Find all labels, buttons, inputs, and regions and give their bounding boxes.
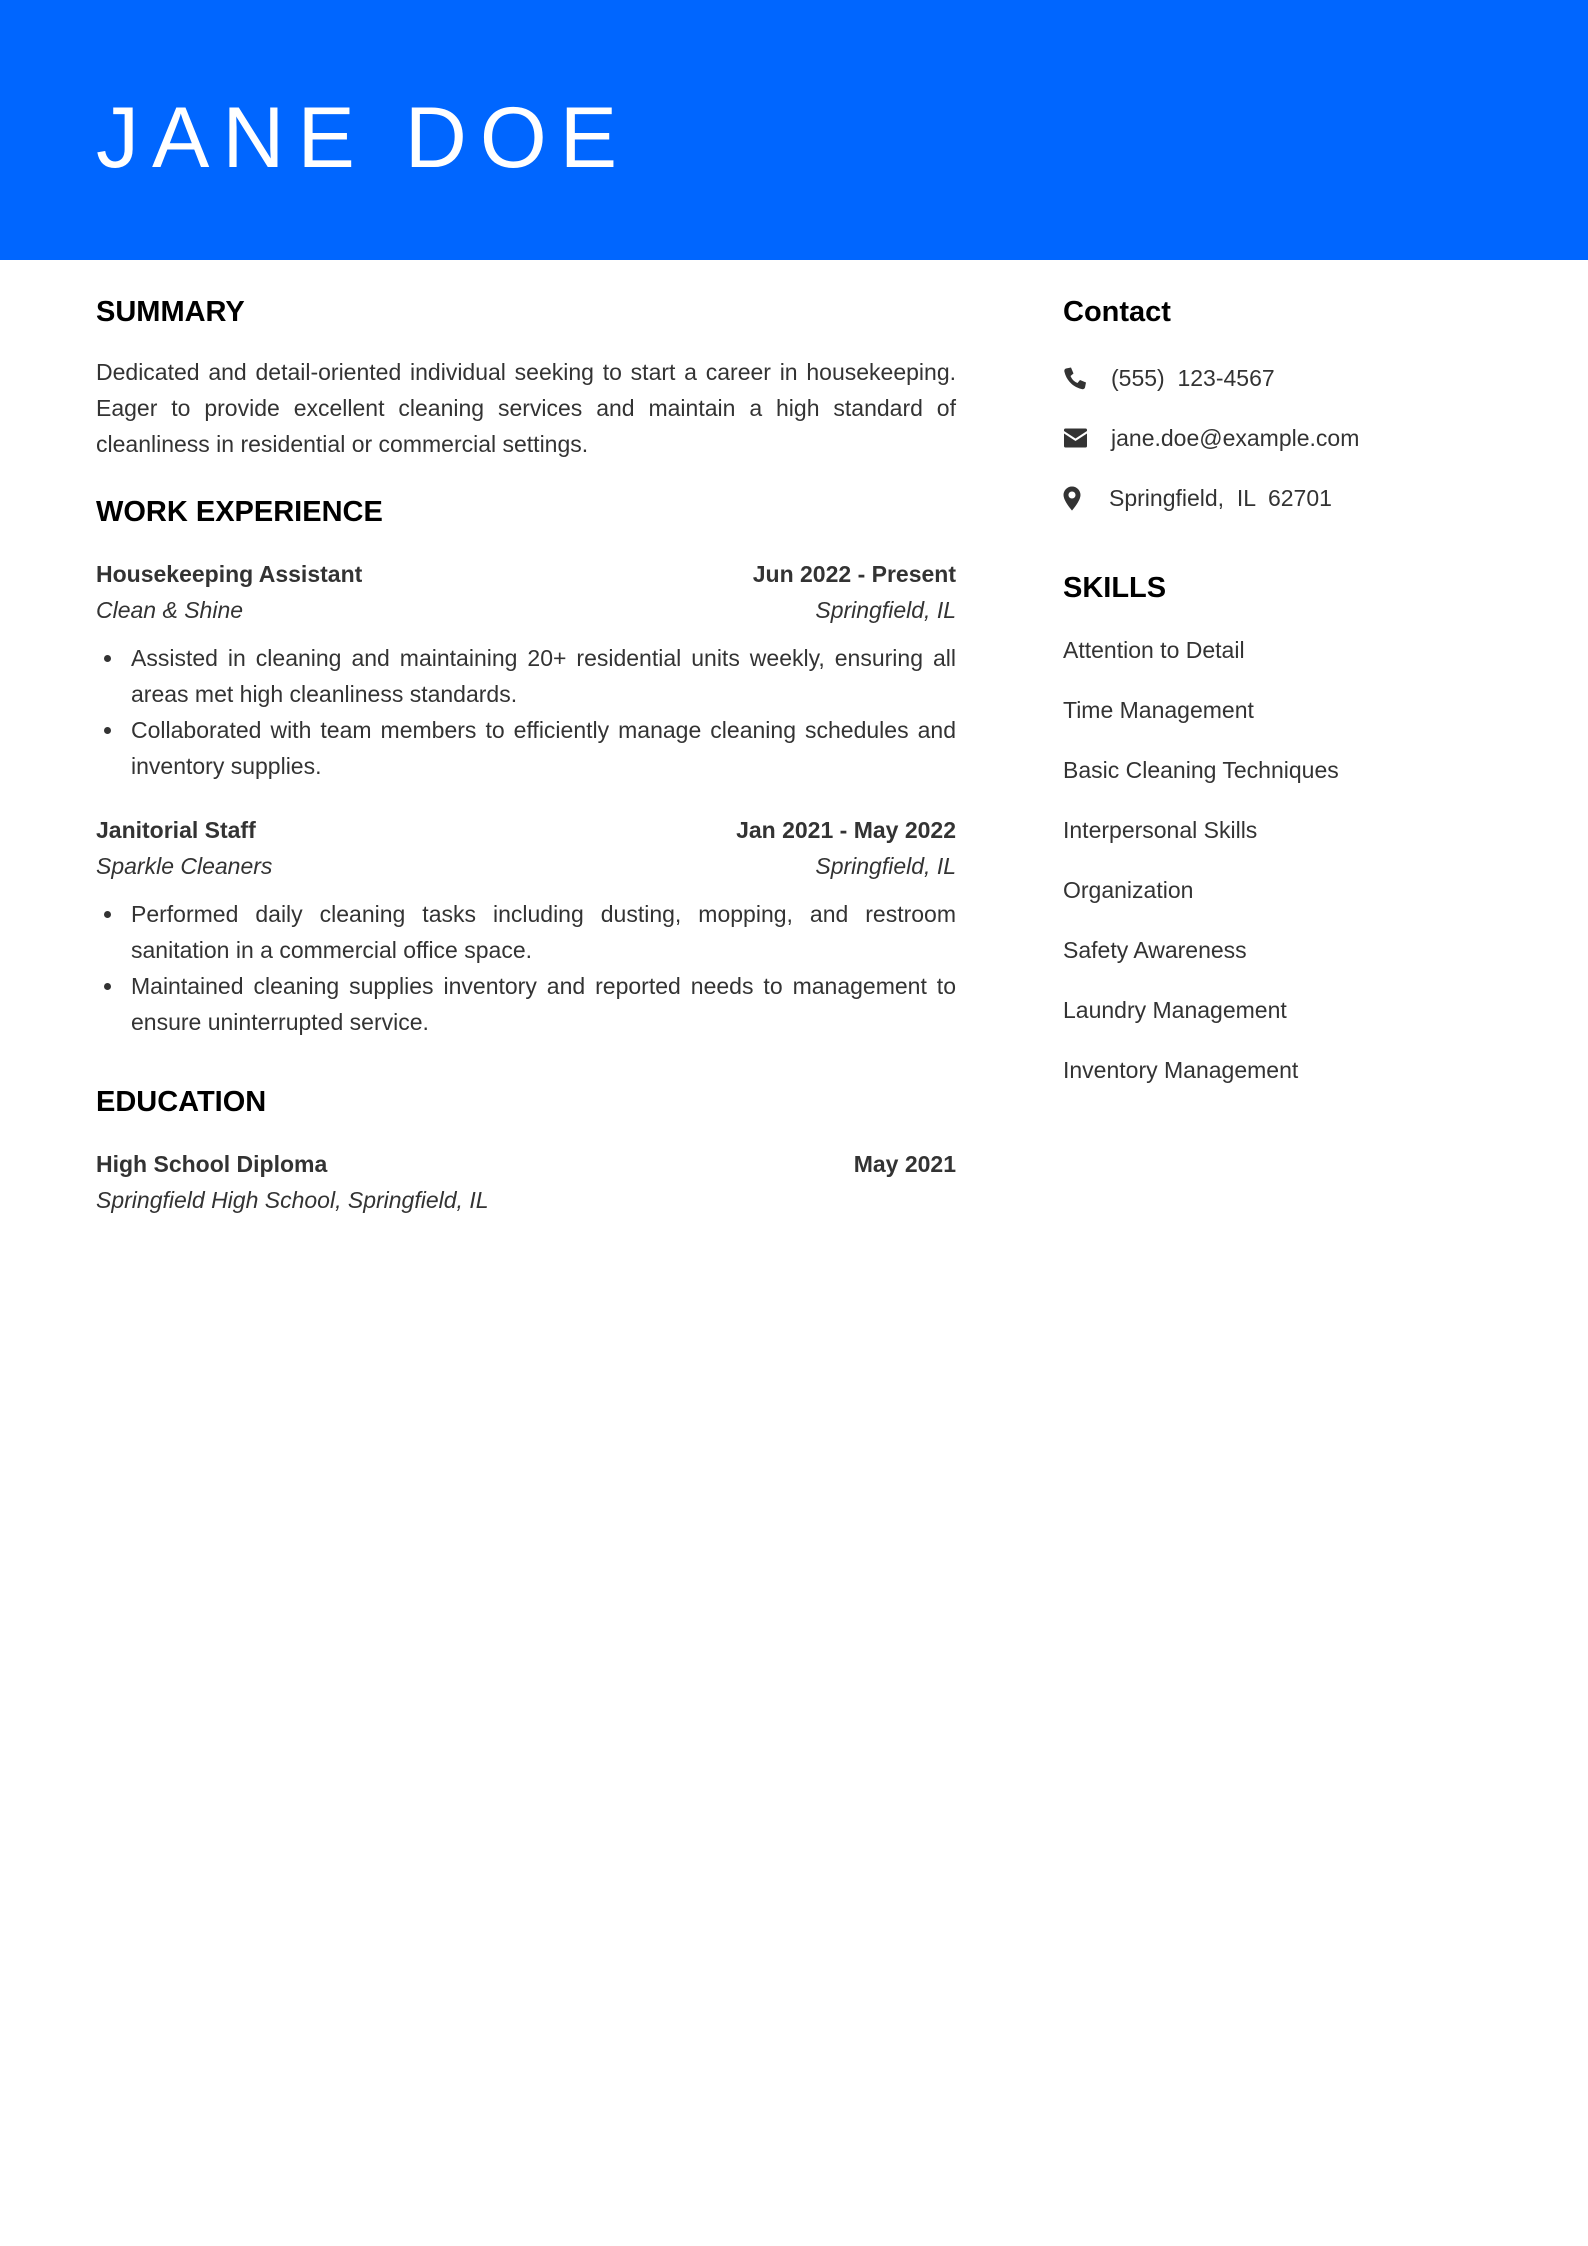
candidate-name: JANE DOE <box>96 90 631 186</box>
job-bullet-text: Performed daily cleaning tasks including dusting, mopping, and restroom sanitation in a commercial office space. <box>131 901 956 963</box>
bullet-dot-icon <box>104 983 111 990</box>
job-bullet-text: Assisted in cleaning and maintaining 20+ residential units weekly, ensuring all areas met high cleanliness standards. <box>131 645 956 707</box>
bullet-dot-icon <box>104 911 111 918</box>
job-bullets <box>96 896 956 1040</box>
contact-location-text: Springfield, IL 62701 <box>1109 484 1332 511</box>
job-bullet-text: Collaborated with team members to efficiently manage cleaning schedules and inventory supplies. <box>131 717 956 779</box>
sidebar-column <box>1063 290 1493 1112</box>
summary-section <box>96 290 956 462</box>
envelope-icon <box>1063 425 1089 451</box>
job-bullets <box>96 640 956 784</box>
bullet-dot-icon <box>104 727 111 734</box>
skill-list <box>1063 632 1493 1088</box>
header-band <box>0 0 1588 260</box>
summary-heading: SUMMARY <box>96 296 245 328</box>
phone-icon <box>1063 365 1089 391</box>
work-experience-section <box>96 490 956 1040</box>
contact-list <box>1063 360 1493 516</box>
job-location: Springfield, IL <box>815 597 956 623</box>
education-school: Springfield High School, Springfield, IL <box>96 1187 489 1213</box>
skill-item: Inventory Management <box>1063 1057 1299 1083</box>
main-column <box>96 290 956 1218</box>
contact-phone <box>1063 360 1493 396</box>
education-heading: EDUCATION <box>96 1086 267 1118</box>
job-dates: Jan 2021 - May 2022 <box>736 817 956 843</box>
skill-item: Basic Cleaning Techniques <box>1063 757 1339 783</box>
job-entry <box>96 556 956 784</box>
contact-email <box>1063 420 1493 456</box>
skill-item: Safety Awareness <box>1063 937 1247 963</box>
job-title: Janitorial Staff <box>96 817 256 843</box>
contact-location <box>1063 480 1493 516</box>
skill-item: Time Management <box>1063 697 1254 723</box>
skill-item: Attention to Detail <box>1063 637 1245 663</box>
map-pin-icon <box>1063 485 1089 511</box>
job-bullet <box>96 896 956 968</box>
skill-item: Laundry Management <box>1063 997 1287 1023</box>
work-experience-heading: WORK EXPERIENCE <box>96 496 383 528</box>
education-degree: High School Diploma <box>96 1151 328 1177</box>
skills-section <box>1063 566 1493 1088</box>
job-bullet <box>96 712 956 784</box>
summary-text: Dedicated and detail-oriented individual seeking to start a career in housekeeping. Eager to provide excellent cleaning services and maintain a high standard of cleanliness in residential or commercial settings. <box>96 359 956 457</box>
job-company: Sparkle Cleaners <box>96 853 273 879</box>
job-entry <box>96 812 956 1040</box>
education-entry <box>96 1146 956 1218</box>
contact-phone-text: (555) 123-4567 <box>1111 364 1275 391</box>
job-bullet <box>96 968 956 1040</box>
skill-item: Interpersonal Skills <box>1063 817 1258 843</box>
contact-heading: Contact <box>1063 296 1171 328</box>
job-bullet-text: Maintained cleaning supplies inventory and reported needs to management to ensure uninterrupted service. <box>131 973 956 1035</box>
job-company: Clean & Shine <box>96 597 244 623</box>
job-bullet <box>96 640 956 712</box>
bullet-dot-icon <box>104 655 111 662</box>
education-section <box>96 1080 956 1218</box>
job-location: Springfield, IL <box>815 853 956 879</box>
skill-item: Organization <box>1063 877 1194 903</box>
education-date: May 2021 <box>853 1151 956 1177</box>
contact-email-text: jane.doe@example.com <box>1111 424 1360 451</box>
skills-heading: SKILLS <box>1063 572 1167 604</box>
job-title: Housekeeping Assistant <box>96 561 363 587</box>
job-dates: Jun 2022 - Present <box>752 561 956 587</box>
contact-section <box>1063 290 1493 516</box>
